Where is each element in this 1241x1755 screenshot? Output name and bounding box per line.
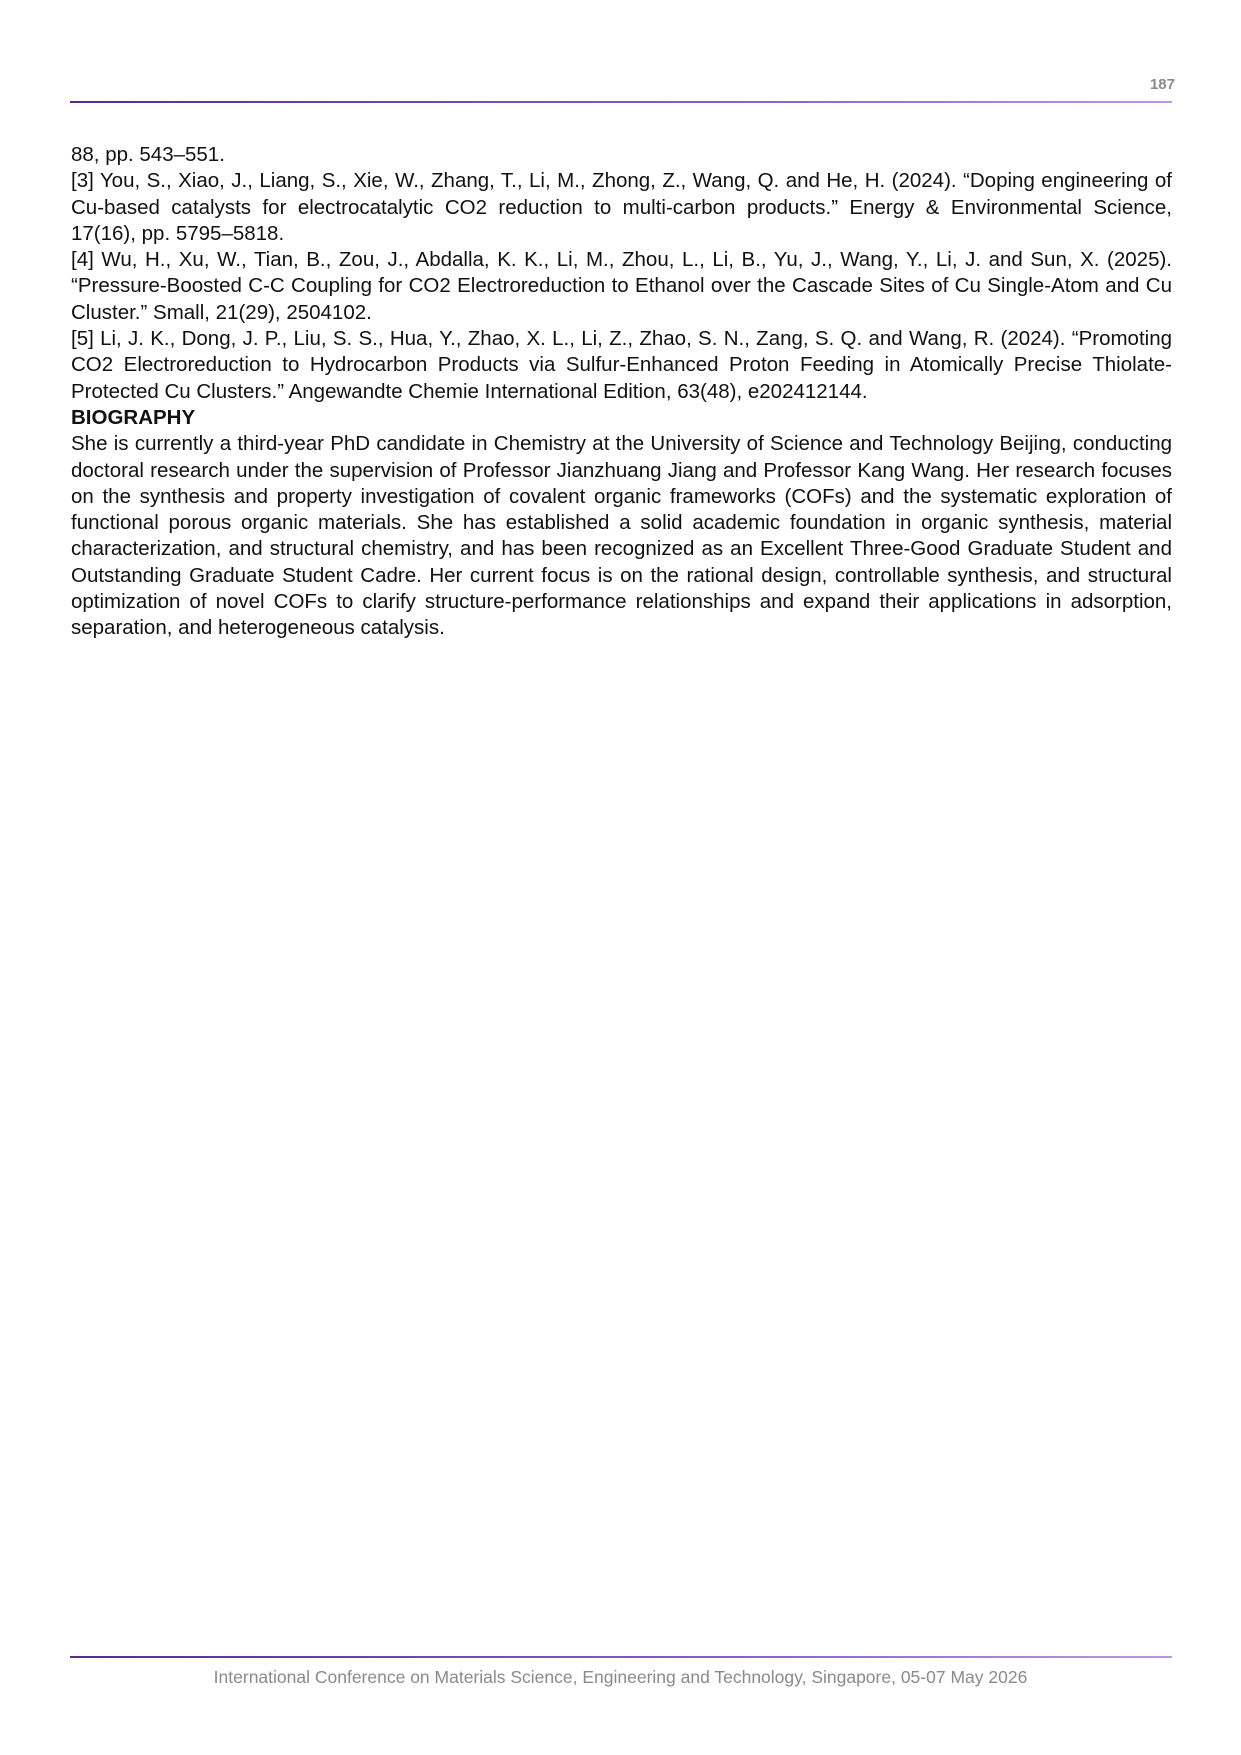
footer-divider	[70, 1656, 1172, 1658]
reference-5: [5] Li, J. K., Dong, J. P., Liu, S. S., Hua, Y., Zhao, X. L., Li, Z., Zhao, S. N., Zang, S. Q. and Wang, R. (2024). “Promoting CO2 Electroreduction to Hydrocarbon Products via Sulfur-Enhanced Proton Feeding in Atomically Precise Thiolate-Protected Cu Clusters.” Angewandte Chemie International Edition, 63(48), e202412144.	[71, 327, 1172, 403]
header-divider	[70, 101, 1172, 103]
reference-3: [3] You, S., Xiao, J., Liang, S., Xie, W., Zhang, T., Li, M., Zhong, Z., Wang, Q. and He, H. (2024). “Doping engineering of Cu-based catalysts for electrocatalytic CO2 reduction to multi-carbon products.” Energy & Environmental Science, 17(16), pp. 5795–5818.	[71, 169, 1172, 245]
reference-4: [4] Wu, H., Xu, W., Tian, B., Zou, J., Abdalla, K. K., Li, M., Zhou, L., Li, B., Yu, J., Wang, Y., Li, J. and Sun, X. (2025). “Pressure-Boosted C-C Coupling for CO2 Electroreduction to Ethanol over the Cascade Sites of Cu Single-Atom and Cu Cluster.” Small, 21(29), 2504102.	[71, 248, 1172, 324]
biography-heading: BIOGRAPHY	[71, 405, 196, 429]
reference-continuation: 88, pp. 543–551.	[71, 143, 225, 166]
footer-text: International Conference on Materials Science, Engineering and Technology, Singapore, 05-07 May 2026	[213, 1667, 1028, 1687]
page-number: 187	[1149, 76, 1175, 93]
page-body	[71, 142, 1172, 642]
biography-text: She is currently a third-year PhD candidate in Chemistry at the University of Science and Technology Beijing, conducting doctoral research under the supervision of Professor Jianzhuang Jiang and Professor Kang Wang. Her research focuses on the synthesis and property investigation of covalent organic frameworks (COFs) and the systematic exploration of functional porous organic materials. She has established a solid academic foundation in organic synthesis, material characterization, and structural chemistry, and has been recognized as an Excellent Three-Good Graduate Student and Outstanding Graduate Student Cadre. Her current focus is on the rational design, controllable synthesis, and structural optimization of novel COFs to clarify structure-performance relationships and expand their applications in adsorption, separation, and heterogeneous catalysis.	[71, 432, 1172, 640]
